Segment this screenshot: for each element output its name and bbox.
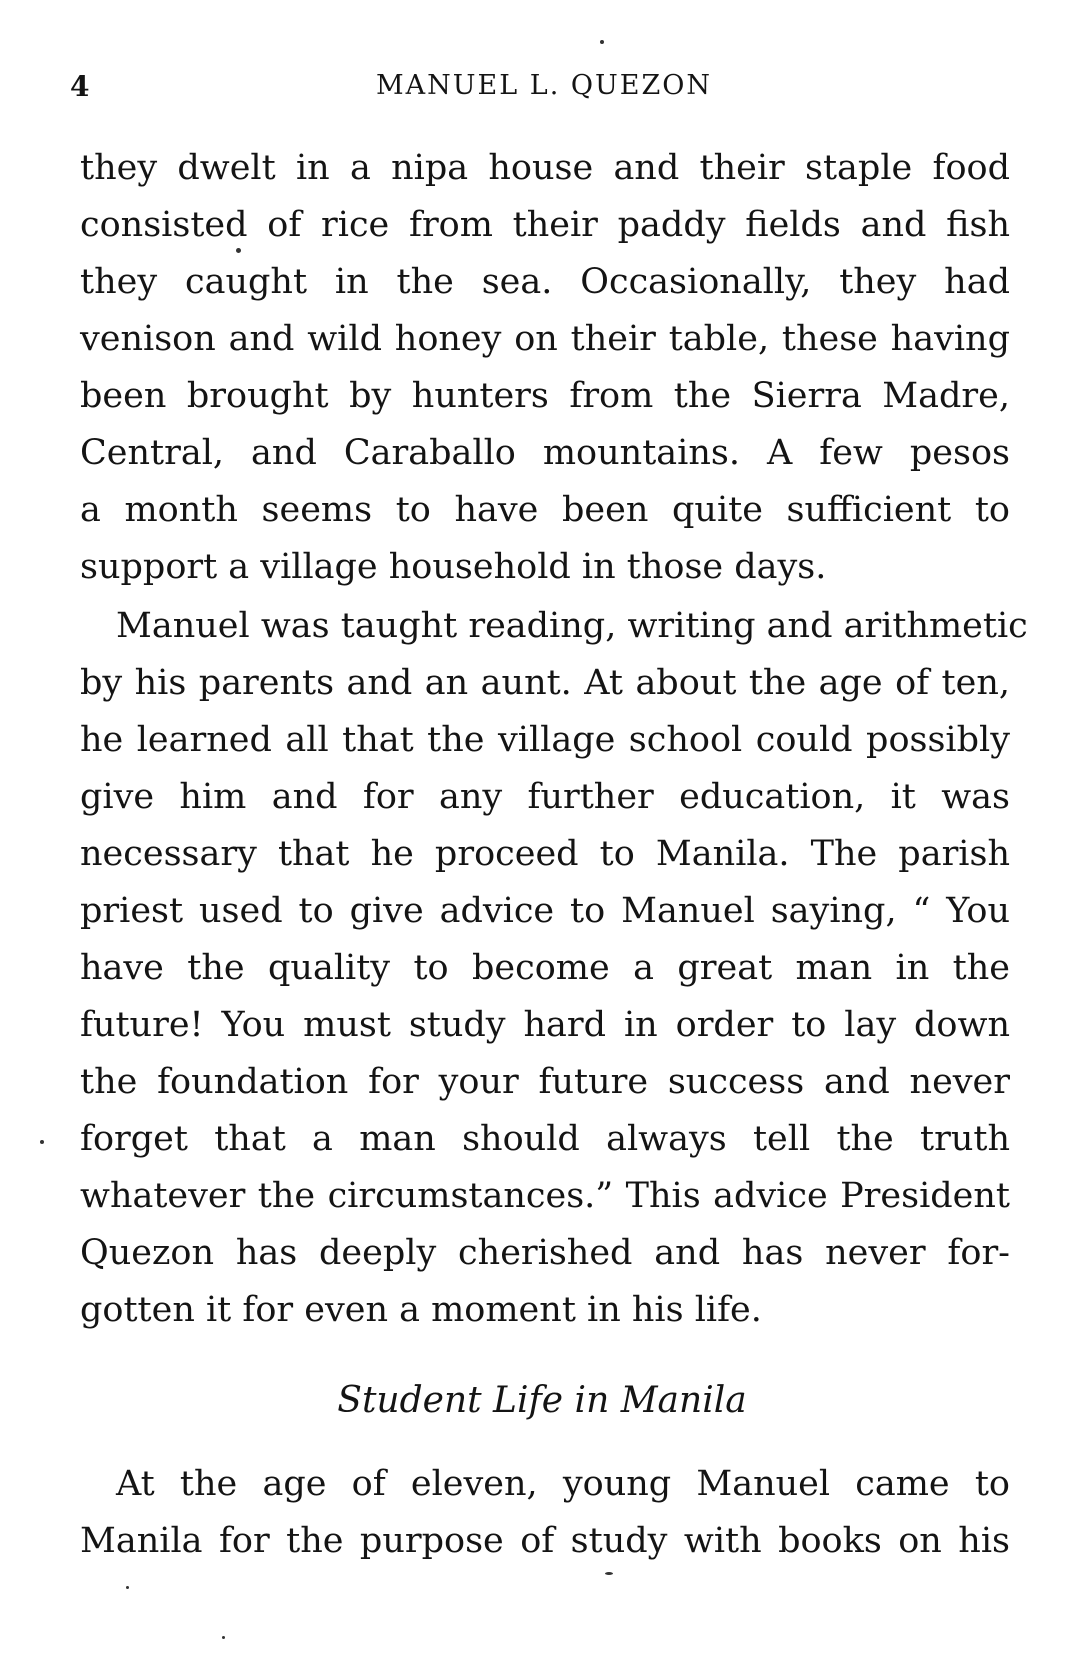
text-line: necessary that he proceed to Manila. The parish bbox=[80, 834, 1010, 874]
text-line: whatever the circumstances.” This advice President bbox=[80, 1176, 1010, 1216]
running-head: MANUEL L. QUEZON bbox=[376, 70, 712, 101]
scan-speck bbox=[236, 248, 241, 253]
text-line: future! You must study hard in order to lay down bbox=[80, 1005, 1010, 1045]
text-line: gotten it for even a moment in his life. bbox=[80, 1290, 762, 1330]
text-line: the foundation for your future success and never bbox=[80, 1062, 1010, 1102]
text-line: priest used to give advice to Manuel saying, “ You bbox=[80, 891, 1010, 931]
text-line: they dwelt in a nipa house and their staple food bbox=[80, 148, 1010, 188]
text-line: by his parents and an aunt. At about the age of ten, bbox=[80, 663, 1010, 703]
scan-speck bbox=[40, 1140, 44, 1144]
text-line: a month seems to have been quite sufficient to bbox=[80, 490, 1010, 530]
text-line: At the age of eleven, young Manuel came to bbox=[116, 1464, 1010, 1504]
scan-speck bbox=[222, 1636, 225, 1639]
text-line: they caught in the sea. Occasionally, they had bbox=[80, 262, 1010, 302]
text-line: give him and for any further education, it was bbox=[80, 777, 1010, 817]
section-heading: Student Life in Manila bbox=[337, 1380, 747, 1421]
paragraph-2 bbox=[80, 598, 1028, 1339]
paragraph-3 bbox=[80, 1456, 1010, 1570]
text-line: been brought by hunters from the Sierra Madre, bbox=[80, 376, 1010, 416]
page-number: 4 bbox=[70, 70, 90, 103]
text-line: support a village household in those days. bbox=[80, 547, 827, 587]
text-line: Manuel was taught reading, writing and arithmetic bbox=[116, 606, 1028, 646]
text-line: venison and wild honey on their table, these having bbox=[80, 319, 1010, 359]
text-line: he learned all that the village school could possibly bbox=[80, 720, 1010, 760]
text-line: consisted of rice from their paddy fields and fish bbox=[80, 205, 1010, 245]
scan-speck bbox=[126, 1586, 129, 1589]
page-header bbox=[64, 70, 1024, 110]
text-line: Quezon has deeply cherished and has never for- bbox=[80, 1233, 1010, 1273]
scan-speck bbox=[600, 40, 604, 44]
text-line: Manila for the purpose of study with books on his bbox=[80, 1521, 1010, 1561]
scan-speck bbox=[605, 1572, 613, 1575]
paragraph-1 bbox=[80, 140, 1010, 596]
text-line: forget that a man should always tell the truth bbox=[80, 1119, 1010, 1159]
text-line: have the quality to become a great man in the bbox=[80, 948, 1010, 988]
text-line: Central, and Caraballo mountains. A few pesos bbox=[80, 433, 1010, 473]
